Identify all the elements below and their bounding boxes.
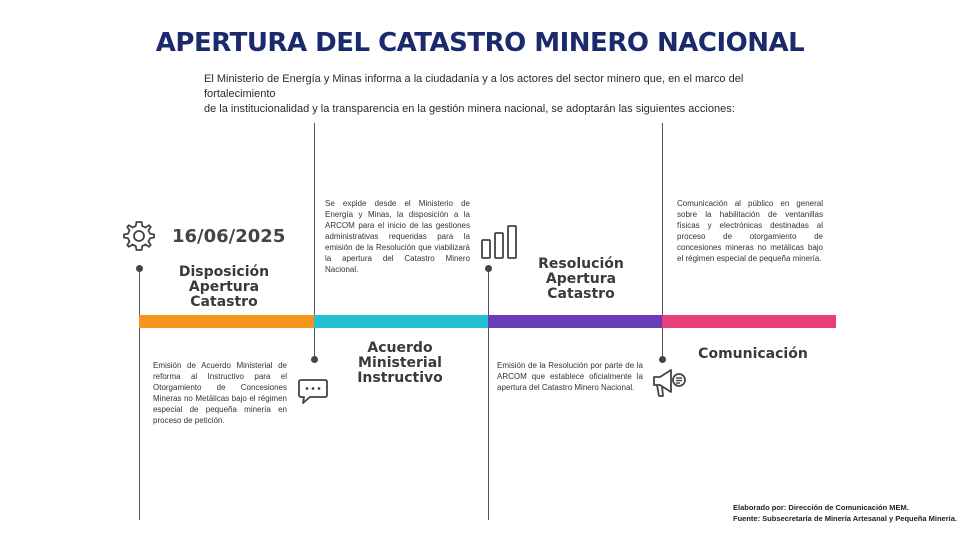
stage3-description: Emisión de la Resolución por parte de la ARCOM que establece oficialmente la apertura del Catastro Minero Nacional.	[497, 361, 643, 392]
stage3-label: Resolución Apertura Catastro	[538, 256, 624, 302]
timeline-segment-2	[314, 315, 488, 328]
stage1-date: 16/06/2025	[172, 226, 286, 247]
stage3-dot	[485, 265, 492, 272]
stage4-label: Comunicación	[698, 346, 808, 362]
gear-icon	[122, 219, 156, 253]
megaphone-icon	[651, 366, 689, 400]
intro-line-1: El Ministerio de Energía y Minas informa a la ciudadanía y a los actores del sector minero que, en el marco del fortalecimiento	[204, 73, 744, 100]
footer-line-2: Fuente: Subsecretaría de Minería Artesanal y Pequeña Minería.	[733, 514, 957, 523]
stage4-dot	[659, 356, 666, 363]
page-title: APERTURA DEL CATASTRO MINERO NACIONAL	[155, 28, 805, 58]
stage1-connector	[139, 268, 140, 520]
stage2-description: Se expide desde el Ministerio de Energía y Minas, la disposición a la ARCOM para el inicio de las gestiones administrativas requeridas para la emisión de la Resolución que viabilizará la apertura del Catastro Minero Nacional.	[325, 199, 470, 274]
footer-credits	[733, 502, 957, 524]
stage4-description: Comunicación al público en general sobre la habilitación de ventanillas físicas y electrónicas destinadas al proceso de otorgamiento de concesiones mineras no metálicas bajo el régimen especial de pequeña minería.	[677, 199, 823, 263]
stage2-dot	[311, 356, 318, 363]
timeline-segment-3	[488, 315, 662, 328]
stage3-connector	[488, 268, 489, 520]
stage1-label: Disposición Apertura Catastro	[178, 264, 270, 310]
chat-bubble-icon	[297, 374, 329, 406]
bar-chart-icon	[480, 224, 520, 260]
timeline-segment-1	[139, 315, 314, 328]
intro-text	[204, 72, 784, 117]
timeline-segment-4	[662, 315, 836, 328]
footer-line-1: Elaborado por: Dirección de Comunicación MEM.	[733, 503, 909, 512]
stage2-label: Acuerdo Ministerial Instructivo	[357, 340, 443, 386]
intro-line-2: de la institucionalidad y la transparencia en la gestión minera nacional, se adoptarán las siguientes acciones:	[204, 103, 735, 115]
stage1-dot	[136, 265, 143, 272]
stage1-description: Emisión de Acuerdo Ministerial de reforma al Instructivo para el Otorgamiento de Concesiones Mineras no Metálicas bajo el régimen especial de pequeña minería en proceso de petición.	[153, 361, 287, 425]
